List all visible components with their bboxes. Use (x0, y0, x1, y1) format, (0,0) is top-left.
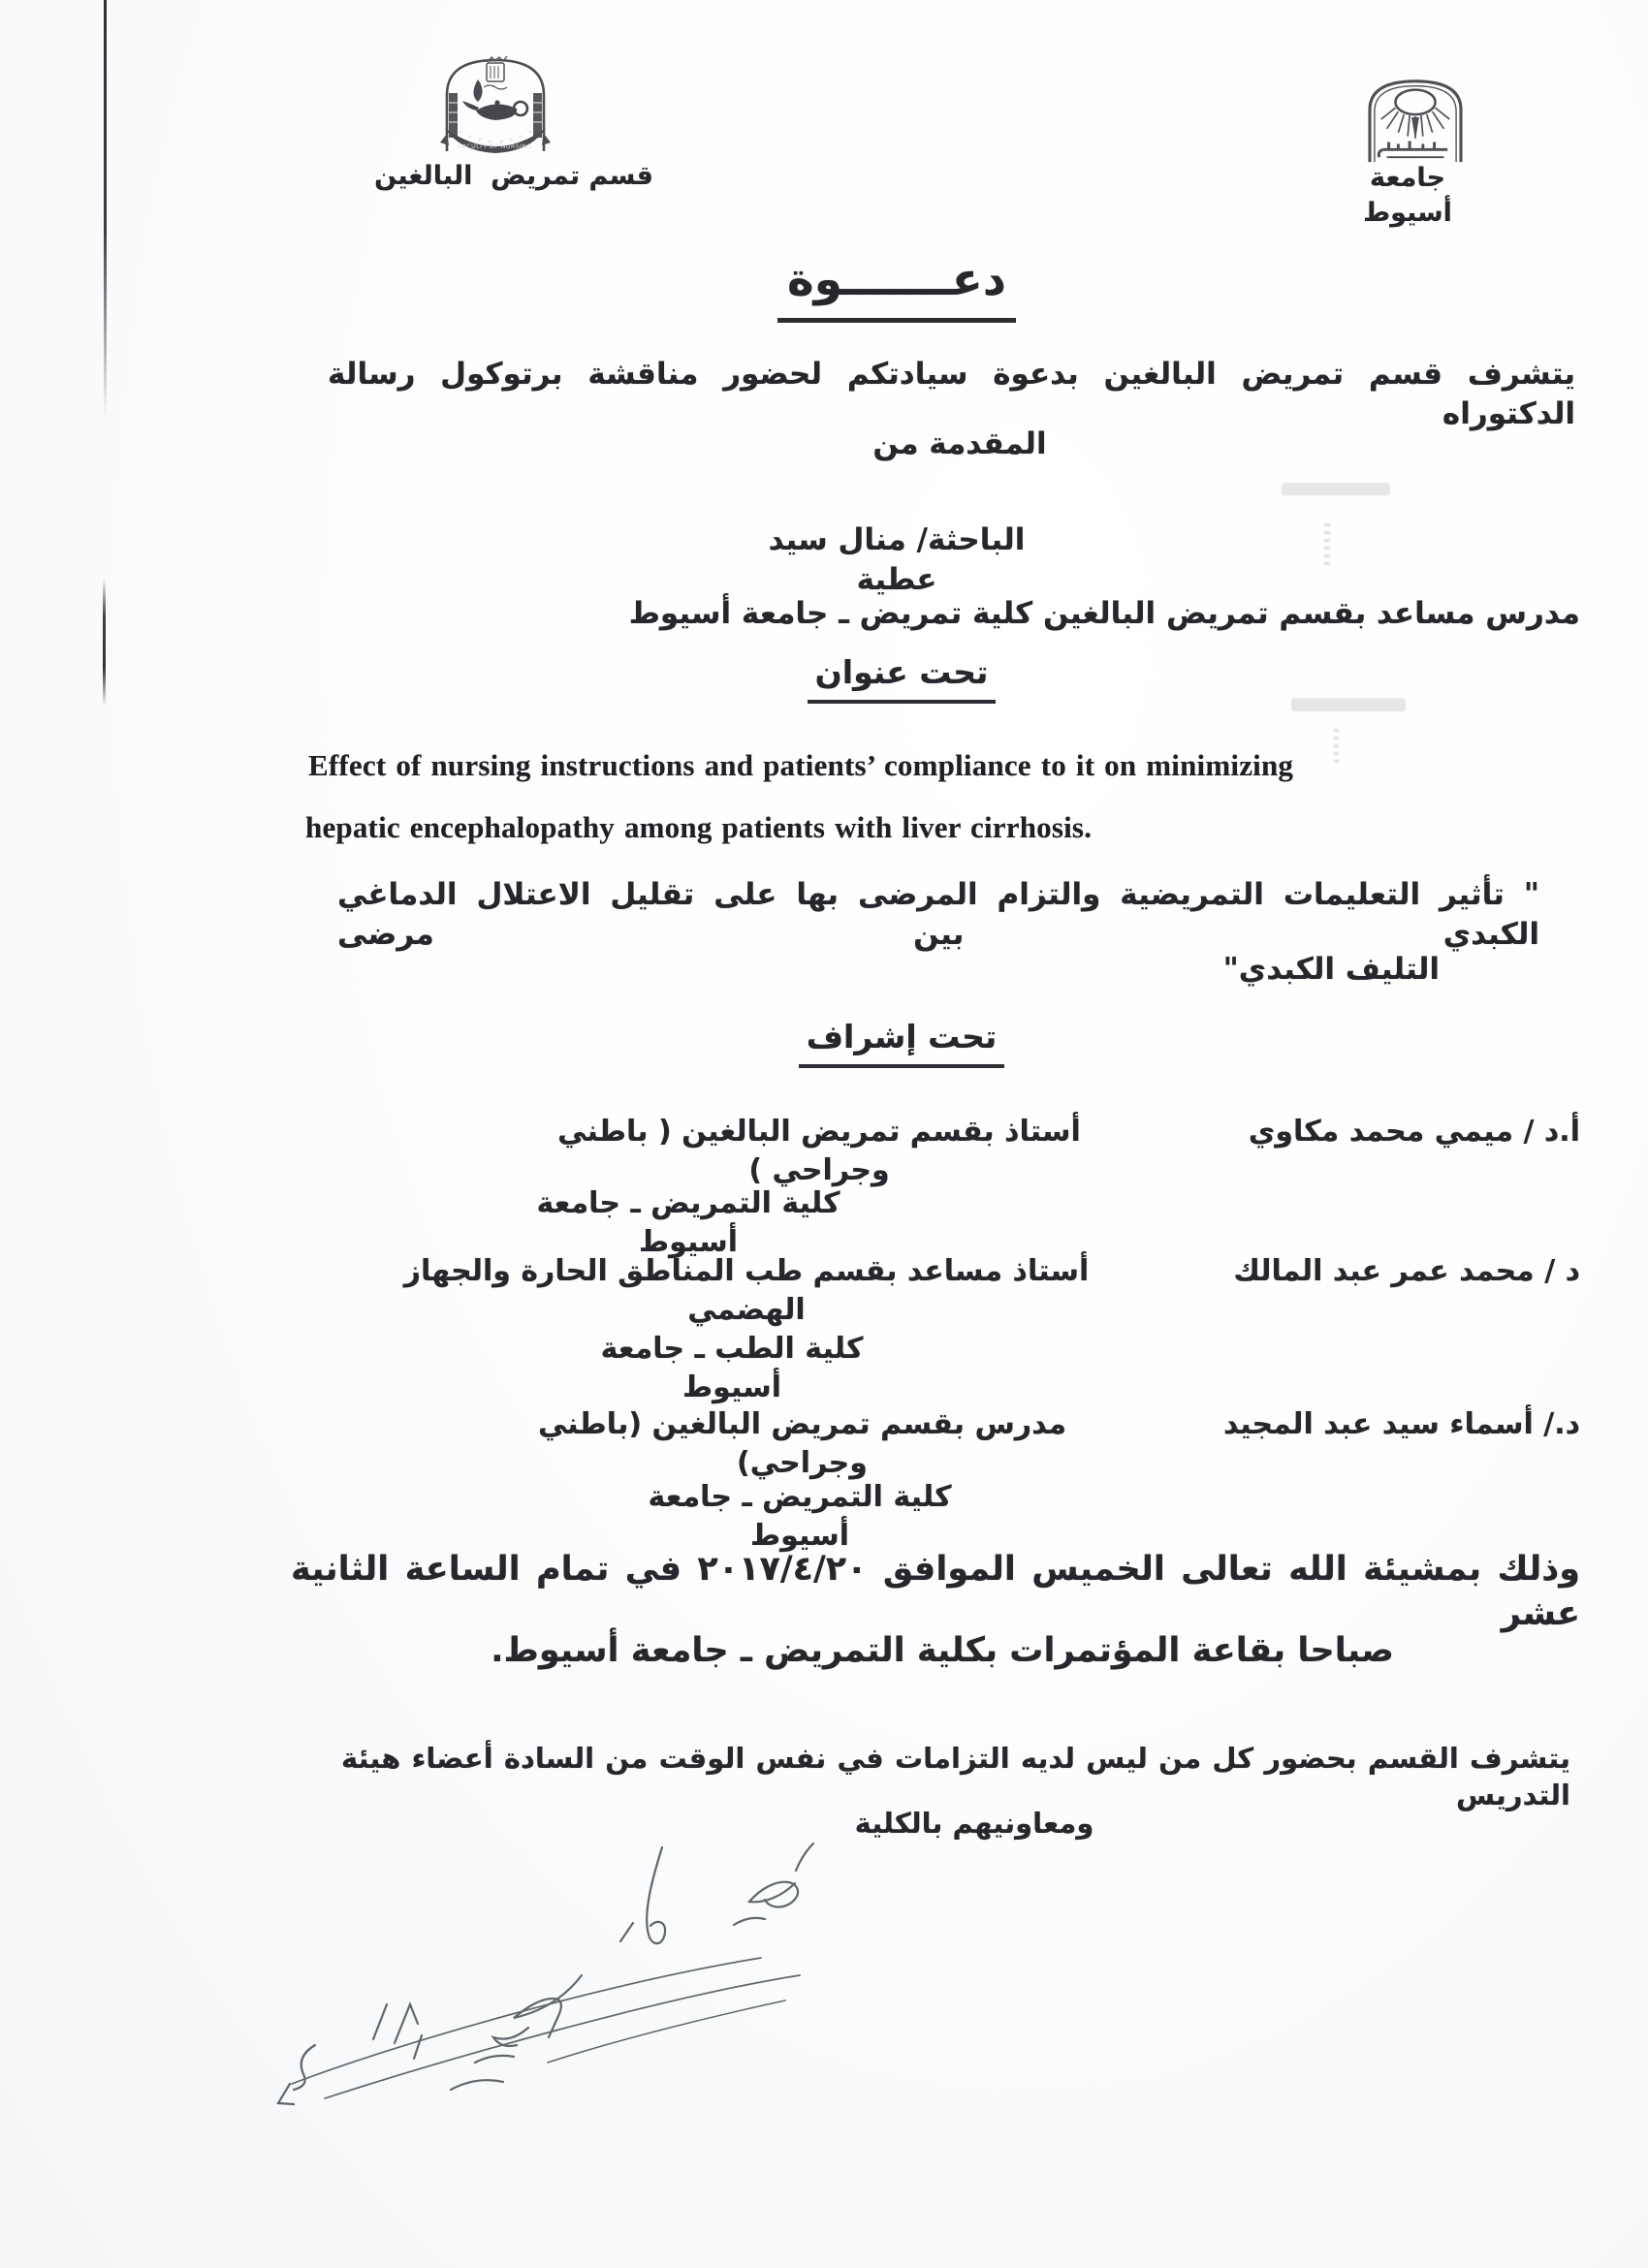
supervisor-name: أ.د / ميمي محمد مكاوي (1248, 1115, 1580, 1149)
under-title-heading: تحت عنوان (746, 651, 1057, 704)
handwritten-signature (257, 1830, 868, 2121)
supervisor-name: د./ أسماء سيد عبد المجيد (1222, 1407, 1580, 1441)
supervisor-title: أستاذ بقسم تمريض البالغين ( باطني وجراحي ) (557, 1115, 1081, 1187)
submitted-by-line: المقدمة من (872, 426, 1047, 461)
university-caption: جامعة أسيوط (1363, 163, 1452, 228)
department-caption: قسم تمريض البالغين (374, 161, 653, 191)
page-title-text: دعـــــــوة (777, 250, 1016, 323)
faculty-of-nursing-logo (433, 50, 557, 159)
supervisor-name: د / محمد عمر عبد المالك (1233, 1254, 1580, 1288)
invitation-line: يتشرف قسم تمريض البالغين بدعوة سيادتكم لحضور مناقشة برتوكول رسالة الدكتوراه (328, 357, 1575, 431)
assiut-university-emblem-icon (1353, 74, 1477, 165)
scan-artifact-line-top (104, 0, 107, 419)
supervisor-title: مدرس بقسم تمريض البالغين (باطني وجراحي) (537, 1407, 1067, 1480)
bleedthrough-smudge (1324, 523, 1330, 570)
scan-artifact-line-mid (103, 579, 106, 707)
supervisor-title: أستاذ مساعد بقسم طب المناطق الحارة والجهاز الهضمي (403, 1254, 1090, 1327)
researcher-position: مدرس مساعد بقسم تمريض البالغين كلية تمريض ـ جامعة أسيوط (628, 596, 1580, 631)
supervision-heading: تحت إشراف (746, 1016, 1057, 1068)
page-title (746, 250, 1047, 323)
arabic-title-line1: " تأثير التعليمات التمريضية والتزام المرضى بها على تقليل الاعتلال الدماغي الكبدي بين مرضى (337, 877, 1539, 952)
bleedthrough-smudge (1291, 698, 1406, 711)
bleedthrough-smudge (1282, 483, 1390, 495)
schedule-line2: صباحا بقاعة المؤتمرات بكلية التمريض ـ جامعة أسيوط. (491, 1631, 1394, 1670)
supervisor-affiliation: كلية الطب ـ جامعة أسيوط (600, 1332, 864, 1404)
researcher-name: الباحثة/ منال سيد عطية (768, 522, 1026, 597)
faculty-of-nursing-emblem-icon (433, 50, 557, 159)
supervisor-affiliation: كلية التمريض ـ جامعة أسيوط (536, 1186, 840, 1259)
english-title-line2: hepatic encephalopathy among patients with liver cirrhosis. (305, 810, 1093, 844)
assiut-university-logo (1353, 74, 1477, 165)
closing-line2: ومعاونيهم بالكلية (854, 1807, 1094, 1840)
bleedthrough-smudge (1334, 729, 1339, 764)
arabic-title-line2: التليف الكبدي" (1222, 952, 1440, 987)
closing-line1: يتشرف القسم بحضور كل من ليس لديه التزامات في نفس الوقت من السادة أعضاء هيئة التدريس (341, 1742, 1570, 1812)
signature-scrawl-icon (257, 1830, 868, 2121)
faculty-banner-text: FACULTY OF NURSING (459, 143, 532, 150)
supervisor-affiliation: كلية التمريض ـ جامعة أسيوط (648, 1480, 952, 1553)
english-title-line1: Effect of nursing instructions and patients’ compliance to it on minimizing (308, 748, 1294, 782)
schedule-line1: وذلك بمشيئة الله تعالى الخميس الموافق ٢٠١٧/٤/٢٠ في تمام الساعة الثانية عشر (291, 1550, 1580, 1634)
